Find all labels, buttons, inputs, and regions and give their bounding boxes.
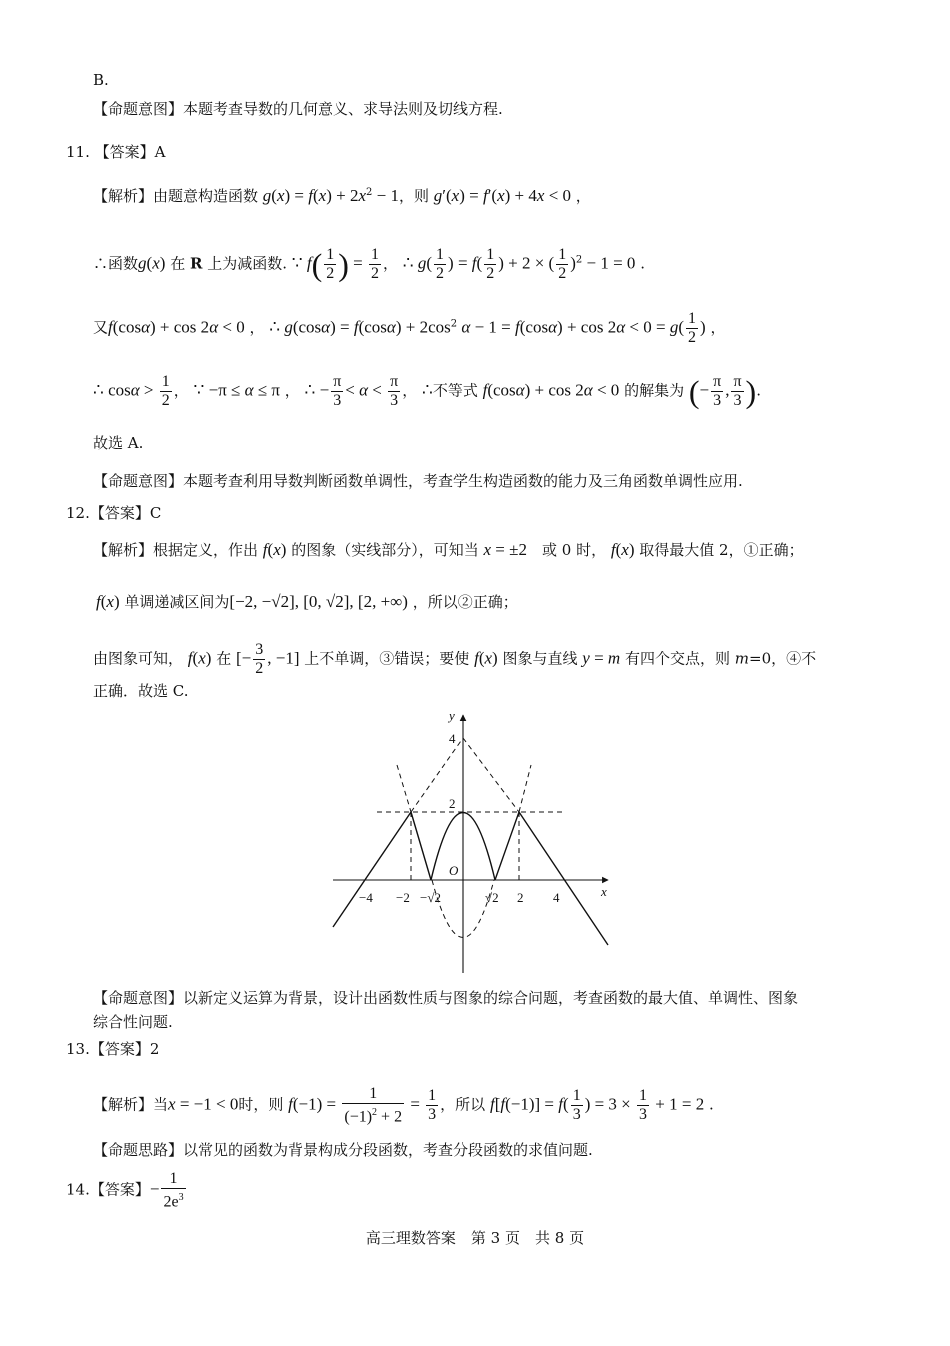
solid-right-rise: [495, 812, 519, 880]
function-graph: [325, 705, 625, 980]
q12-heading: 12.【答案】C: [66, 504, 162, 522]
q11-line-1: 【解析】由题意构造函数 $g(x) = f(x) + 2x^2 - 1$，则 g′(x) = f′(x) + 4x < 0 ，: [93, 186, 591, 205]
q13-heading: 13.【答案】2: [66, 1040, 160, 1058]
dashed-left-v: [397, 765, 411, 812]
q12-line-1: 【解析】根据定义，作出 f(x) 的图象（实线部分），可知当 x = ±2 或 0 时， f(x) 取得最大值 2，①正确；: [93, 540, 804, 559]
dashed-right-v: [519, 765, 531, 812]
label-y4: 4: [449, 731, 456, 746]
q11-line-4: ∴ cosα > $\frac{1}{2}$ ， ∵ −π ≤ α ≤ π ， ∴ − $\frac{\pi}{3}$ < α < $\frac{\pi}{3}$ ， ∴不等式 f(cosα) + cos 2α < 0 的解集为 (− $\frac{\pi}{3}$ , $\frac{\pi}{3}$ ).: [93, 373, 761, 410]
q11-conclusion: 故选 A.: [93, 434, 144, 452]
dashed-peak-right: [463, 738, 519, 812]
label-origin: O: [449, 863, 459, 878]
solid-left-line: [333, 812, 411, 927]
solid-left-drop: [411, 812, 431, 880]
q11-line-3: 又f(cosα) + cos 2α < 0 ， ∴ $g(\cos\alpha) = f(\cos\alpha) + 2\cos^2$ α − 1 = f(cosα) + cos 2α < 0 = g( $\frac{1}{2}$ ) ，: [93, 310, 726, 346]
label-xm4: −4: [359, 890, 373, 905]
q12-line-2: f(x) 单调递减区间为[−2, −√2], [0, √2], [2, +∞) ，所以②正确；: [96, 592, 518, 611]
label-xs2: √2: [485, 890, 499, 905]
q13-thinking: 【命题思路】以常见的函数为背景构成分段函数，考查分段函数的求值问题.: [93, 1141, 593, 1159]
answer-b: B.: [93, 71, 109, 89]
label-x2: 2: [517, 890, 524, 905]
q12-line-3: 由图象可知， f(x) 在 [− $\frac{3}{2}$ , −1] 上不单调，③错误；要使 f(x) 图象与直线 y = m 有四个交点，则 m=0，④不: [93, 641, 817, 677]
q14-line: 14.【答案】− $\frac{1}{2e^3}$: [66, 1170, 184, 1211]
label-y2: 2: [449, 796, 456, 811]
label-xms2: −√2: [420, 890, 441, 905]
solid-right-line: [519, 812, 608, 945]
q12-intent-1: 【命题意图】以新定义运算为背景，设计出函数性质与图象的综合问题，考查函数的最大值、单调性、图象: [93, 989, 799, 1007]
label-y: y: [449, 708, 455, 723]
q11-heading: 11. 【答案】A: [66, 143, 166, 161]
q10-intent: 【命题意图】本题考查导数的几何意义、求导法则及切线方程.: [93, 100, 503, 118]
q11-line-2: ∴函数g(x) 在 R 上为减函数. ∵ f( $\frac{1}{2}$ ) = $\frac{1}{2}$ ， ∴ g( $\frac{1}{2}$ ) = f( $\frac{1}{2}$ ) + 2 × ( $\frac{1}{2}$ )$^2$ − 1 = 0 .: [93, 246, 645, 283]
label-x4: 4: [553, 890, 560, 905]
q12-intent-2: 综合性问题.: [93, 1013, 173, 1031]
label-xm2: −2: [396, 890, 410, 905]
page-footer: 高三理数答案 第 3 页 共 8 页: [365, 1229, 585, 1247]
q13-line: 【解析】当x = −1 < 0时，则 f(−1) = $\frac{1}{(-1)^2 + 2}$ = $\frac{1}{3}$ ，所以 f[f(−1)] = f( $\frac{1}{3}$ ) = 3 × $\frac{1}{3}$ + 1 = 2 .: [93, 1085, 714, 1126]
q11-intent: 【命题意图】本题考查利用导数判断函数单调性，考查学生构造函数的能力及三角函数单调性应用.: [93, 472, 743, 490]
label-x: x: [601, 884, 607, 899]
q12-line-4: 正确．故选 C.: [93, 682, 189, 700]
